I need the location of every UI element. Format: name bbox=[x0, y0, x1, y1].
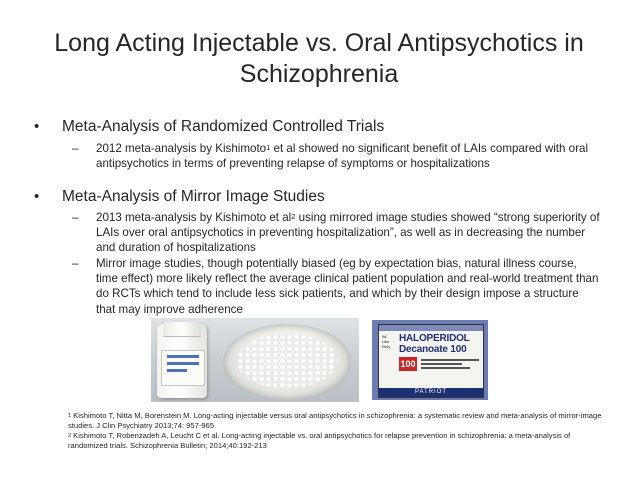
sub-text-start: 2013 meta-analysis by Kishimoto et al bbox=[96, 211, 292, 224]
bullet-label: Meta-Analysis of Randomized Controlled Trials bbox=[62, 118, 385, 135]
dash-icon: – bbox=[72, 142, 79, 155]
bullet-dot-icon: • bbox=[34, 188, 40, 205]
dash-icon: – bbox=[72, 257, 79, 270]
sub-bullet-rct-1 bbox=[72, 141, 601, 171]
slide-title: Long Acting Injectable vs. Oral Antipsychotics in Schizophrenia bbox=[54, 29, 584, 88]
footnote-marker: 1 bbox=[266, 143, 271, 152]
reference-text: Kishimoto T, Robenzadeh A, Leucht C et al. Long-acting injectable vs. oral antipsychotics for relapse prevention in schizophrenia: a meta-analysis of randomized trials. Schizophrenia Bulletin; 2014;40:192-213 bbox=[68, 431, 571, 450]
drug-name-line2: Decanoate 100 bbox=[399, 344, 467, 355]
drug-name-line1: HALOPERIDOL bbox=[399, 333, 470, 344]
reference-marker: 2 bbox=[68, 433, 72, 439]
bullet-rct bbox=[34, 117, 385, 136]
brand-logo: PATRIOT bbox=[379, 388, 483, 397]
reference-2 bbox=[68, 431, 610, 451]
sub-text: Mirror image studies, though potentially biased (eg by expectation bias, natural illness course, time effect) more likely reflect the average clinical patient population and real-world treatment than do RCTs which tend to include less sick patients, and which by their design impose a structure that may improve adherence bbox=[96, 257, 599, 316]
footnote-marker: 2 bbox=[291, 212, 296, 221]
pill-bottle-icon bbox=[157, 324, 207, 398]
sub-text-end: using mirrored image studies showed “strong superiority of LAIs over oral antipsychotics in preventing hospitalization”, as well as in decreasing the number and duration of hospitalizations bbox=[96, 211, 600, 255]
sub-text-start: 2012 meta-analysis by Kishimoto bbox=[96, 142, 267, 155]
dash-icon: – bbox=[72, 211, 79, 224]
pills-photo bbox=[151, 318, 359, 402]
drug-box: IM Use Only HALOPERIDOL Decanoate 100 100 PATRIOT bbox=[378, 324, 484, 398]
sub-text-end: et al showed no significant benefit of LAIs compared with oral antipsychotics in terms of preventing relapse of symptoms or hospitalizations bbox=[96, 142, 589, 171]
haloperidol-box-photo bbox=[372, 320, 488, 400]
reference-text: Kishimoto T, Nitta M, Borenstein M. Long-acting injectable versus oral antipsychotics in schizophrenia: a systematic review and meta-analysis of mirror-image studies. J Clin Psychiatry 2013;74: 957-965 bbox=[68, 411, 602, 430]
bullet-mirror bbox=[34, 187, 325, 206]
references bbox=[68, 411, 610, 451]
reference-1 bbox=[68, 411, 610, 431]
bullet-dot-icon: • bbox=[34, 118, 40, 135]
bullet-label: Meta-Analysis of Mirror Image Studies bbox=[62, 188, 325, 205]
drug-name bbox=[399, 333, 470, 355]
tablet-dish-icon bbox=[223, 324, 351, 400]
sub-bullet-mirror-2 bbox=[72, 256, 601, 317]
sub-bullet-mirror-1 bbox=[72, 210, 601, 256]
dose-badge: 100 bbox=[400, 359, 416, 369]
reference-marker: 1 bbox=[68, 413, 72, 419]
